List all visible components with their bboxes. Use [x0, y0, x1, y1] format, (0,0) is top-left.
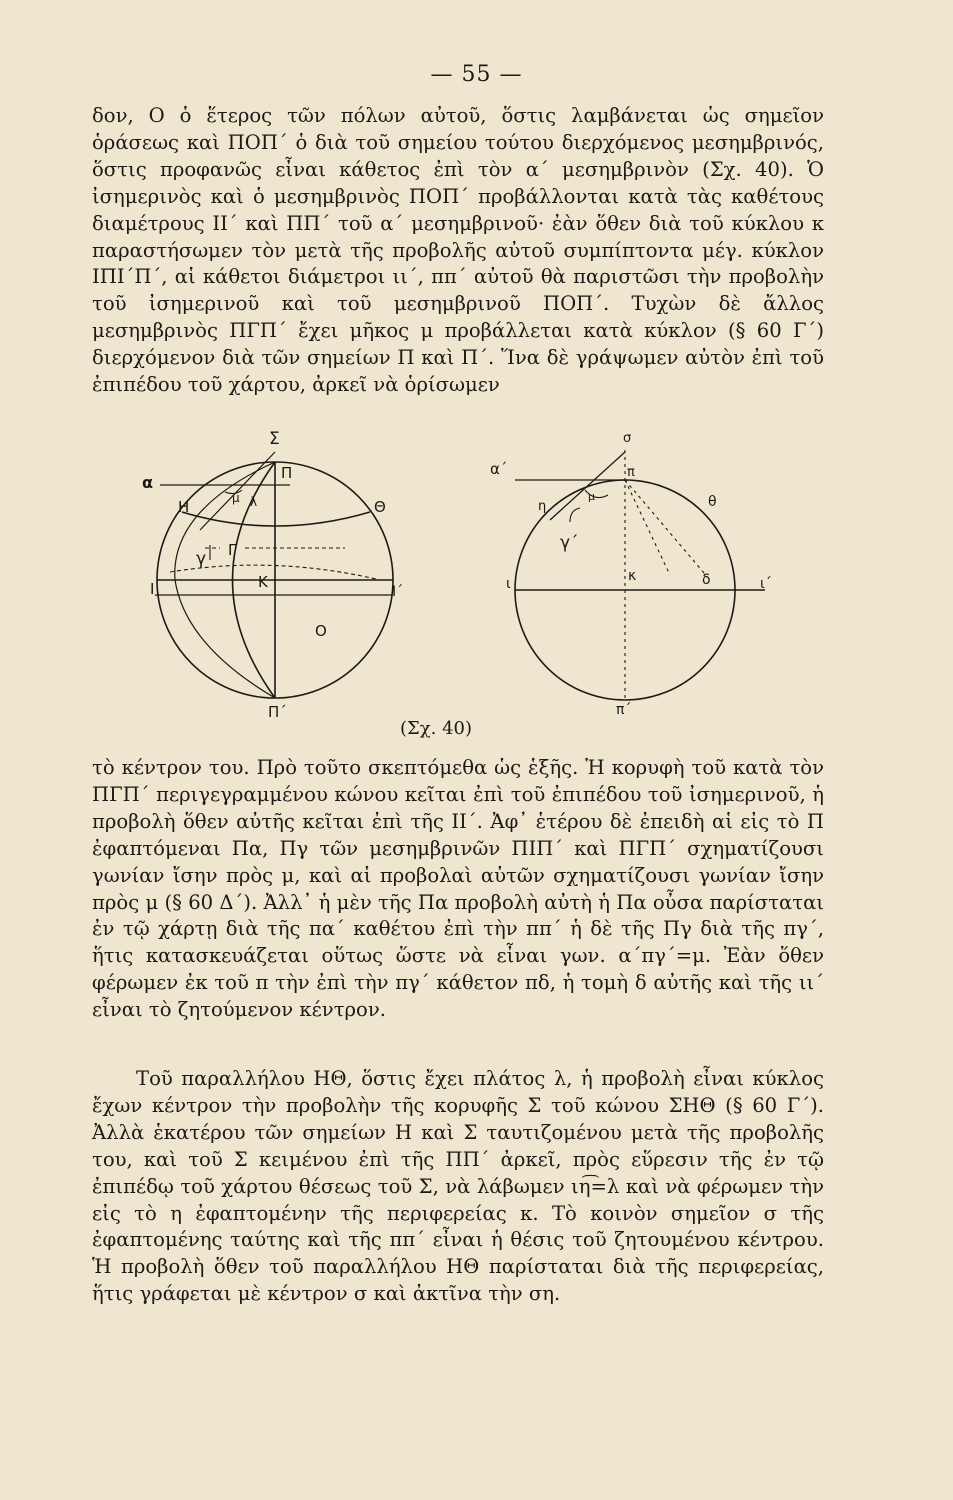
label-pi-right: π — [627, 465, 635, 480]
label-pi-left: Π — [281, 464, 293, 482]
figure-40 — [130, 430, 830, 750]
label-kappa-right: κ — [628, 568, 637, 584]
label-gamma-prime-right: γ΄ — [560, 533, 579, 553]
label-iota-right: ι — [506, 576, 511, 592]
paragraph-1: δον, Ο ὁ ἕτερος τῶν πόλων αὐτοῦ, ὅστις λαμβάνεται ὡς σημεῖον ὁράσεως καὶ ΠΟΠ΄ ὁ διὰ τοῦ σημείου τούτου διερχόμενος μεσημβρινός, ὅστις προφανῶς εἶναι κάθετος ἐπὶ τὸν α΄ μεσημβρινὸν (Σχ. 40). Ὁ ἰσημερινὸς καὶ ὁ μεσημβρινὸς ΠΟΠ΄ προβάλλονται κατὰ τὰς καθέτους διαμέτρους ΙΙ΄ καὶ ΠΠ΄ τοῦ α΄ μεσημβρινοῦ· ἐὰν ὅθεν διὰ τοῦ κύκλου κ παραστήσωμεν τὸν μετὰ τῆς προβολῆς αὐτοῦ συμπίπτοντα μέγ. κύκλον ΙΠΙ΄Π΄, αἱ κάθετοι διάμετροι ιι΄, ππ΄ αὐτοῦ θὰ παριστῶσι τὴν προβολὴν τοῦ ἰσημερινοῦ καὶ τοῦ μεσημβρινοῦ ΠΟΠ΄. Τυχὼν δὲ ἄλλος μεσημβρινὸς ΠΓΠ΄ ἔχει μῆκος μ προβάλλεται κατὰ κύκλον (§ 60 Γ΄) διερχόμενον διὰ τῶν σημείων Π καὶ Π΄. Ἵνα δὲ γράψωμεν αὐτὸν ἐπὶ τοῦ ἐπιπέδου τοῦ χάρτου, ἀρκεῖ νὰ ὁρίσωμεν — [92, 104, 824, 397]
label-gamma-upper-left: Γ — [228, 541, 237, 559]
label-pi-prime-left: Π΄ — [268, 703, 287, 721]
label-eta-right: η — [538, 499, 547, 514]
figure-40-drawing — [130, 430, 830, 750]
page-number: — 55 — — [430, 62, 523, 87]
label-delta-right: δ — [702, 572, 711, 588]
label-sigma-left: Σ — [269, 430, 280, 449]
paragraph-3: Τοῦ παραλλήλου ΗΘ, ὅστις ἔχει πλάτος λ, ἡ προβολὴ εἶναι κύκλος ἔχων κέντρον τὴν προβολὴν τῆς κορυφῆς Σ τοῦ κώνου ΣΗΘ (§ 60 Γ΄). Ἀλλὰ ἑκατέρου τῶν σημείων Η καὶ Σ ταυτιζομένου μετὰ τῆς προβολῆς του, καὶ τοῦ Σ κειμένου ἐπὶ τῆς ΠΠ΄ ἀρκεῖ, πρὸς εὕρεσιν τῆς ἐν τῷ ἐπιπέδῳ τοῦ χάρτου θέσεως τοῦ Σ, νὰ λάβωμεν ιη͡=λ καὶ νὰ φέρωμεν τὴν εἰς τὸ η ἐφαπτομένην τῆς περιφερείας κ. Τὸ κοινὸν σημεῖον σ τῆς ἐφαπτομένης ταύτης καὶ τῆς ππ΄ εἶναι ἡ θέσις τοῦ ζητουμένου κέντρου. Ἡ προβολὴ ὅθεν τοῦ παραλλήλου ΗΘ παρίσταται διὰ τῆς περιφερείας, ἥτις γράφεται μὲ κέντρον σ καὶ ἀκτῖνα τὴν ση. — [92, 1067, 824, 1306]
paragraph-2: τὸ κέντρον του. Πρὸ τοῦτο σκεπτόμεθα ὡς ἑξῆς. Ἡ κορυφὴ τοῦ κατὰ τὸν ΠΓΠ΄ περιγεγραμμένου κώνου κεῖται ἐπὶ τοῦ ἐπιπέδου τοῦ ἰσημερινοῦ, ἡ προβολὴ ὅθεν αὐτῆς κεῖται ἐπὶ τῆς ΙΙ΄. Ἀφ᾽ ἑτέρου δὲ ἐπειδὴ αἱ εἰς τὸ Π ἐφαπτόμεναι Πα, Πγ τῶν μεσημβρινῶν ΠΙΠ΄ καὶ ΠΓΠ΄ σχηματίζουσι γωνίαν ἴσην πρὸς μ, καὶ αἱ προβολαὶ αὐτῶν σχηματίζουσι γωνίαν ἴσην πρὸς μ (§ 60 Δ΄). Ἀλλ᾽ ἡ μὲν τῆς Πα προβολὴ αὐτὴ ἡ Πα οὖσα παρίσταται ἐν τῷ χάρτῃ διὰ τῆς πα΄ καθέτου ἐπὶ τὴν ππ΄ ἡ δὲ τῆς Πγ διὰ τῆς πγ΄, ἥτις κατασκευάζεται οὕτως ὥστε νὰ εἶναι γων. α΄πγ΄=μ. Ἐὰν ὅθεν φέρωμεν ἐκ τοῦ π τὴν ἐπὶ τὴν πγ΄ κάθετον πδ, ἡ τομὴ δ αὐτῆς καὶ τῆς ιι΄ εἶναι τὸ ζητούμενον κέντρον. — [92, 756, 824, 1022]
label-alpha-prime-right: α΄ — [490, 460, 508, 478]
right-dotted-pd — [625, 480, 710, 580]
label-iota-prime-left: Ι΄ — [392, 584, 404, 600]
label-mu-left: μ — [232, 491, 240, 505]
label-theta-right: θ — [708, 494, 717, 510]
label-sigma-right: σ — [623, 431, 632, 446]
label-iota-left: Ι — [150, 580, 155, 598]
label-omicron-left: Ο — [315, 622, 327, 640]
label-lambda-left: λ — [250, 495, 258, 509]
label-kappa-left: Κ — [258, 573, 268, 591]
label-eta-left: Η — [178, 498, 190, 516]
right-tangent-s — [550, 452, 625, 520]
label-alpha-left: α — [142, 473, 153, 492]
label-pi-prime-right: π΄ — [616, 702, 632, 718]
label-mu-right: μ — [588, 490, 595, 503]
label-theta-left: Θ — [374, 498, 386, 516]
right-dotted-pg — [625, 480, 670, 575]
figure-caption: (Σχ. 40) — [400, 718, 473, 739]
label-iota-prime-right: ι΄ — [760, 576, 772, 592]
label-gamma-lower-left: γ — [196, 549, 207, 569]
